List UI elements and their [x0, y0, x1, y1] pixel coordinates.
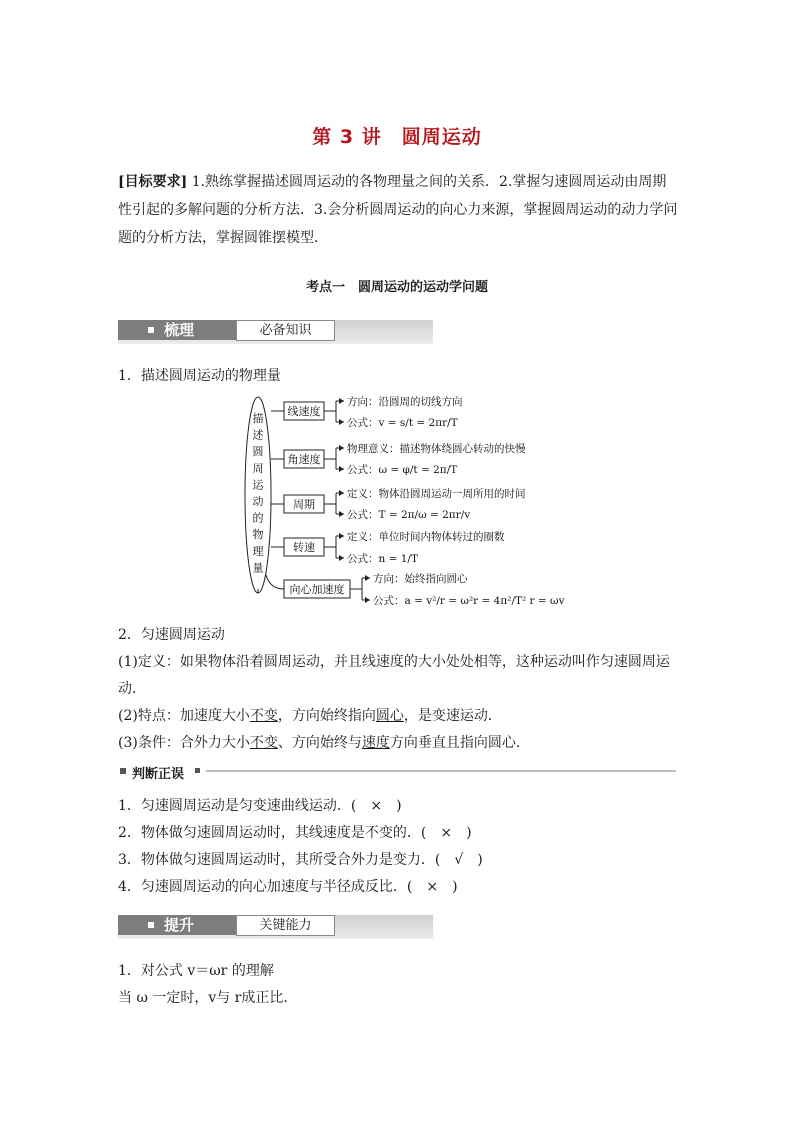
branch-item: 公式：n = 1/T [347, 553, 418, 565]
branch-item: 公式：v = s/t = 2πr/T [347, 417, 458, 429]
condition-line: (3)条件：合外力大小不变、方向始终与速度方向垂直且指向圆心． [118, 735, 530, 751]
root-char: 量 [252, 561, 264, 575]
branch-item: 方向：沿圆周的切线方向 [347, 396, 463, 408]
node-name: 角速度 [287, 453, 321, 466]
goal-text: 1.熟练掌握描述圆周运动的各物理量之间的关系．2.掌握匀速圆周运动由周期性引起的多解问题的分析方法．3.会分析圆周运动的向心力来源，掌握圆周运动的动力学问题的分析方法，掌握圆锥摆模型． [118, 174, 678, 246]
formula-heading: 1．对公式 v＝ωr 的理解 [118, 963, 274, 979]
subheading-quantities: 1．描述圆周运动的物理量 [118, 368, 281, 384]
concept-diagram [240, 392, 565, 616]
feature-line: (2)特点：加速度大小不变，方向始终指向圆心，是变速运动． [118, 708, 502, 724]
section-heading: 考点一 圆周运动的运动学问题 [305, 280, 488, 295]
node-name: 向心加速度 [289, 583, 345, 596]
subheading-uniform-motion: 2．匀速圆周运动 [118, 627, 225, 643]
root-char: 圆 [252, 445, 264, 459]
section-bar-improve [118, 915, 433, 939]
bar-light-label: 关键能力 [236, 915, 335, 936]
branch-item: 定义：物体沿圆周运动一周所用的时间 [347, 488, 526, 500]
branch-item: 方向：始终指向圆心 [373, 573, 468, 585]
branch-item: 公式：a = v²/r = ω²r = 4π²/T² r = ωv [373, 595, 565, 607]
root-char: 描 [252, 412, 264, 425]
formula-text: 当 ω 一定时，v与 r成正比． [118, 990, 298, 1006]
bar-dark-label: 提升 [118, 915, 236, 935]
definition-line-2: 动． [118, 681, 146, 697]
judge-item: 4．匀速圆周运动的向心加速度与半径成反比．( × ) [118, 879, 458, 895]
page-title: 第 3 讲 圆周运动 [312, 126, 482, 148]
root-char: 的 [252, 511, 264, 525]
node-name: 转速 [293, 541, 315, 554]
bar-light-label: 必备知识 [236, 320, 335, 341]
goal-label: [目标要求] [118, 174, 188, 190]
goal-paragraph [118, 168, 678, 252]
branch-item: 物理意义：描述物体绕圆心转动的快慢 [347, 443, 526, 455]
branch-item: 公式：T = 2π/ω = 2πr/v [347, 509, 471, 521]
root-char: 物 [252, 528, 264, 542]
judge-item: 1．匀速圆周运动是匀变速曲线运动．( × ) [118, 798, 402, 814]
root-char: 述 [252, 428, 264, 442]
root-char: 理 [252, 544, 264, 558]
branch-item: 公式：ω = φ/t = 2π/T [347, 464, 458, 476]
root-char: 动 [252, 495, 264, 508]
root-char: 周 [252, 461, 264, 475]
node-name: 周期 [293, 498, 315, 511]
judge-label: 判断正误 [132, 767, 185, 782]
branch-item: 定义：单位时间内物体转过的圈数 [347, 531, 505, 543]
bar-dark-label: 梳理 [118, 320, 236, 340]
root-char: 运 [252, 478, 264, 492]
node-name: 线速度 [287, 405, 321, 418]
judge-header [118, 763, 676, 782]
section-bar-sort [118, 320, 433, 344]
definition-line-1: (1)定义：如果物体沿着圆周运动，并且线速度的大小处处相等，这种运动叫作匀速圆周运 [118, 654, 670, 670]
root-label [253, 411, 265, 574]
judge-item: 3．物体做匀速圆周运动时，其所受合外力是变力．( √ ) [118, 852, 483, 868]
judge-item: 2．物体做匀速圆周运动时，其线速度是不变的．( × ) [118, 825, 472, 841]
